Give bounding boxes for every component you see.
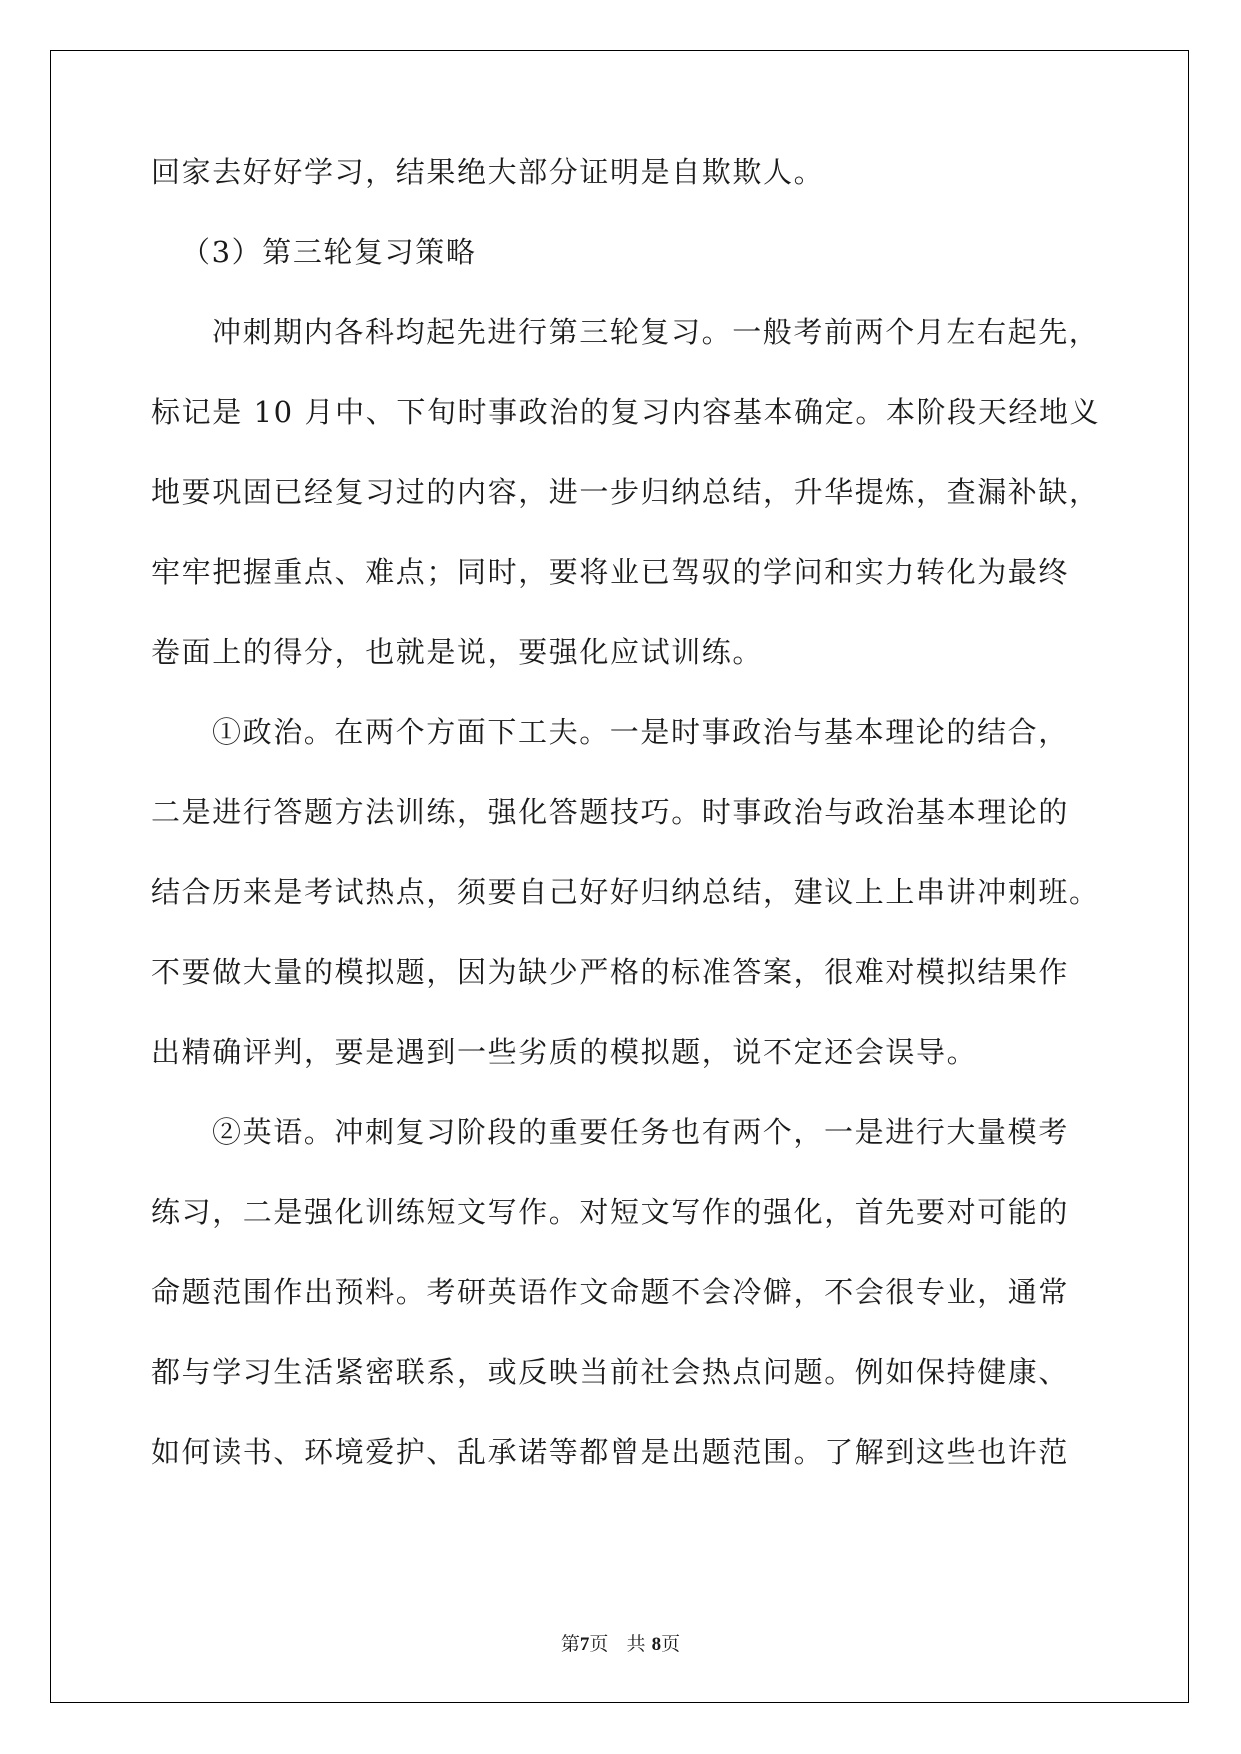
page-footer [0, 1632, 1241, 1657]
total-pages-number: 8 [651, 1634, 662, 1655]
body-line: 回家去好好学习，结果绝大部分证明是自欺欺人。 [151, 155, 825, 189]
section-heading: （3）第三轮复习策略 [181, 235, 477, 269]
body-line: 冲刺期内各科均起先进行第三轮复习。一般考前两个月左右起先， [212, 315, 1100, 349]
body-line: ①政治。在两个方面下工夫。一是时事政治与基本理论的结合， [212, 715, 1069, 749]
body-line: 出精确评判，要是遇到一些劣质的模拟题，说不定还会误导。 [151, 1035, 978, 1069]
body-line: ②英语。冲刺复习阶段的重要任务也有两个，一是进行大量模考 [212, 1115, 1069, 1149]
body-line: 如何读书、环境爱护、乱承诺等都曾是出题范围。了解到这些也许范 [151, 1435, 1070, 1469]
body-line: 地要巩固已经复习过的内容，进一步归纳总结，升华提炼，查漏补缺， [151, 475, 1100, 509]
current-page-number: 7 [579, 1634, 590, 1655]
total-prefix: 共 [626, 1633, 646, 1655]
body-line: 都与学习生活紧密联系，或反映当前社会热点问题。例如保持健康、 [151, 1355, 1070, 1389]
body-line: 结合历来是考试热点，须要自己好好归纳总结，建议上上串讲冲刺班。 [151, 875, 1100, 909]
body-line: 练习，二是强化训练短文写作。对短文写作的强化，首先要对可能的 [151, 1195, 1070, 1229]
body-line: 牢牢把握重点、难点；同时，要将业已驾驭的学问和实力转化为最终 [151, 555, 1070, 589]
page-prefix: 第 [560, 1633, 580, 1655]
page-suffix: 页 [589, 1633, 609, 1655]
body-line: 不要做大量的模拟题，因为缺少严格的标准答案，很难对模拟结果作 [151, 955, 1070, 989]
total-suffix: 页 [661, 1633, 681, 1655]
body-line: 标记是 10 月中、下旬时事政治的复习内容基本确定。本阶段天经地义 [151, 395, 1101, 429]
body-line: 卷面上的得分，也就是说，要强化应试训练。 [151, 635, 764, 669]
body-line: 二是进行答题方法训练，强化答题技巧。时事政治与政治基本理论的 [151, 795, 1070, 829]
body-line: 命题范围作出预料。考研英语作文命题不会冷僻，不会很专业，通常 [151, 1275, 1070, 1309]
